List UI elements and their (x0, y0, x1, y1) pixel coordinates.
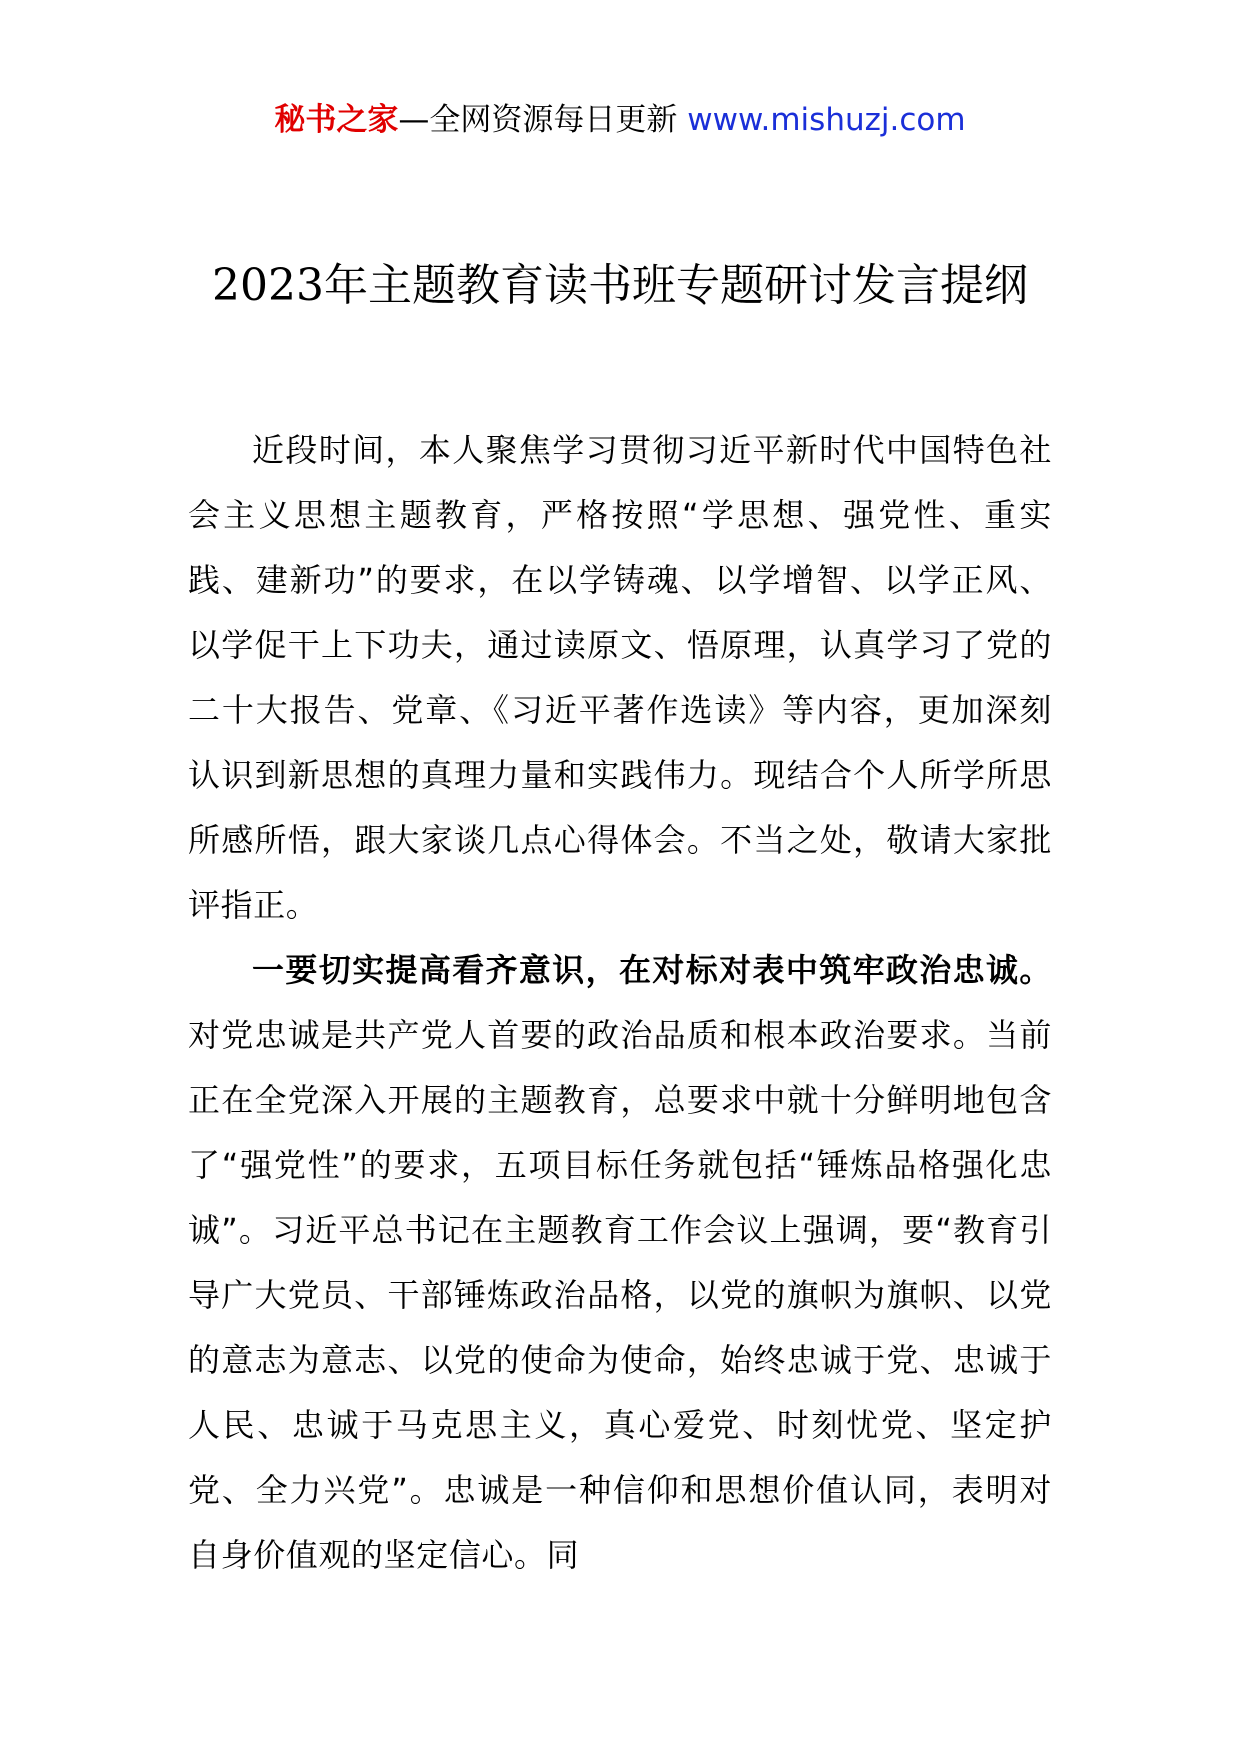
paragraph-intro (188, 418, 1052, 938)
paragraph-text: 近段时间，本人聚焦学习贯彻习近平新时代中国特色社会主义思想主题教育，严格按照“学思想、强党性、重实践、建新功”的要求，在以学铸魂、以学增智、以学正风、以学促干上下功夫，通过读原文、悟原理，认真学习了党的二十大报告、党章、《习近平著作选读》等内容，更加深刻认识到新思想的真理力量和实践伟力。现结合个人所学所思所感所悟，跟大家谈几点心得体会。不当之处，敬请大家批评指正。 (188, 431, 1052, 924)
site-url[interactable]: www.mishuzj.com (687, 102, 966, 138)
paragraph-text: 对党忠诚是共产党人首要的政治品质和根本政治要求。当前正在全党深入开展的主题教育，总要求中就十分鲜明地包含了“强党性”的要求，五项目标任务就包括“锤炼品格强化忠诚”。习近平总书记在主题教育工作会议上强调，要“教育引导广大党员、干部锤炼政治品格，以党的旗帜为旗帜、以党的意志为意志、以党的使命为使命，始终忠诚于党、忠诚于人民、忠诚于马克思主义，真心爱党、时刻忧党、坚定护党、全力兴党”。忠诚是一种信仰和思想价值认同，表明对自身价值观的坚定信心。同 (188, 1016, 1052, 1574)
document-body (188, 418, 1052, 1588)
site-header (0, 98, 1240, 142)
section-heading: 一要切实提高看齐意识，在对标对表中筑牢政治忠诚。 (252, 951, 1052, 989)
brand-name: 秘书之家 (274, 102, 399, 138)
document-title (0, 256, 1240, 316)
paragraph-section-one (188, 938, 1052, 1588)
title-year: 2023 (212, 260, 324, 311)
title-text: 年主题教育读书班专题研讨发言提纲 (323, 260, 1028, 311)
header-slogan: —全网资源每日更新 (398, 102, 688, 138)
